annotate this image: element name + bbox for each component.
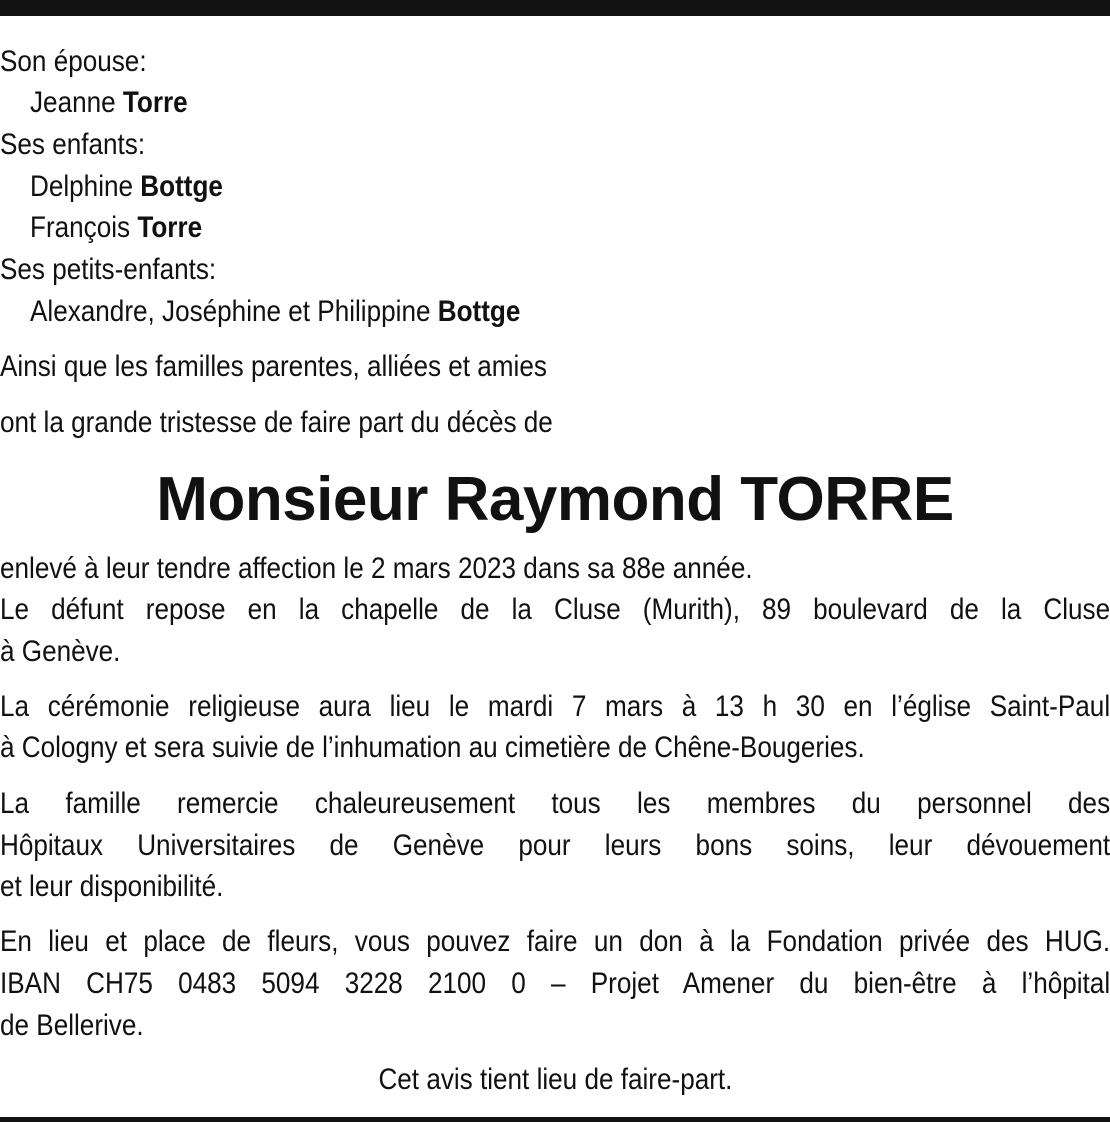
top-rule	[0, 0, 1110, 16]
grandchildren-names	[30, 292, 520, 332]
child-last-name: Bottge	[140, 170, 223, 203]
donation-line: IBAN CH75 0483 5094 3228 2100 0 – Projet Amener du bien-être à l’hôpital	[0, 967, 1110, 1000]
grandchildren-label: Ses petits-enfants:	[0, 253, 217, 286]
grandchildren-last-name: Bottge	[437, 295, 521, 328]
deceased-name: Monsieur Raymond TORRE	[156, 465, 954, 534]
child-first-name: François	[30, 211, 131, 244]
donation-line: de Bellerive.	[0, 1009, 144, 1042]
ceremony-line: à Cologny et sera suivie de l’inhumation au cimetière de Chêne-Bougeries.	[0, 731, 865, 764]
details-line: enlevé à leur tendre affection le 2 mars 2023 dans sa 88e année.	[0, 552, 753, 585]
spouse-label: Son épouse:	[0, 45, 147, 78]
thanks-line: et leur disponibilité.	[0, 870, 224, 903]
ceremony-line: La cérémonie religieuse aura lieu le mardi 7 mars à 13 h 30 en l’église Saint-Paul	[0, 690, 1110, 723]
grandchildren-first-names: Alexandre, Joséphine et Philippine	[30, 295, 431, 328]
thanks-line: La famille remercie chaleureusement tous les membres du personnel des	[0, 787, 1110, 820]
child-last-name: Torre	[137, 211, 203, 244]
child-name	[30, 167, 223, 207]
donation-line: En lieu et place de fleurs, vous pouvez faire un don à la Fondation privée des HUG.	[0, 925, 1110, 958]
intro-line: ont la grande tristesse de faire part du décès de	[0, 406, 553, 439]
details-line: Le défunt repose en la chapelle de la Cluse (Murith), 89 boulevard de la Cluse	[0, 593, 1110, 626]
spouse-first-name: Jeanne	[30, 86, 116, 119]
spouse-last-name: Torre	[122, 86, 188, 119]
thanks-line: Hôpitaux Universitaires de Genève pour leurs bons soins, leur dévouement	[0, 829, 1110, 862]
closing-line	[0, 1060, 1110, 1100]
children-label: Ses enfants:	[0, 128, 146, 161]
child-first-name: Delphine	[30, 170, 134, 203]
details-line: à Genève.	[0, 635, 121, 668]
bottom-rule	[0, 1117, 1110, 1122]
intro-line: Ainsi que les familles parentes, alliées et amies	[0, 350, 547, 383]
child-name	[30, 208, 202, 248]
spouse-name	[30, 83, 188, 123]
closing-text: Cet avis tient lieu de faire-part.	[378, 1063, 732, 1096]
